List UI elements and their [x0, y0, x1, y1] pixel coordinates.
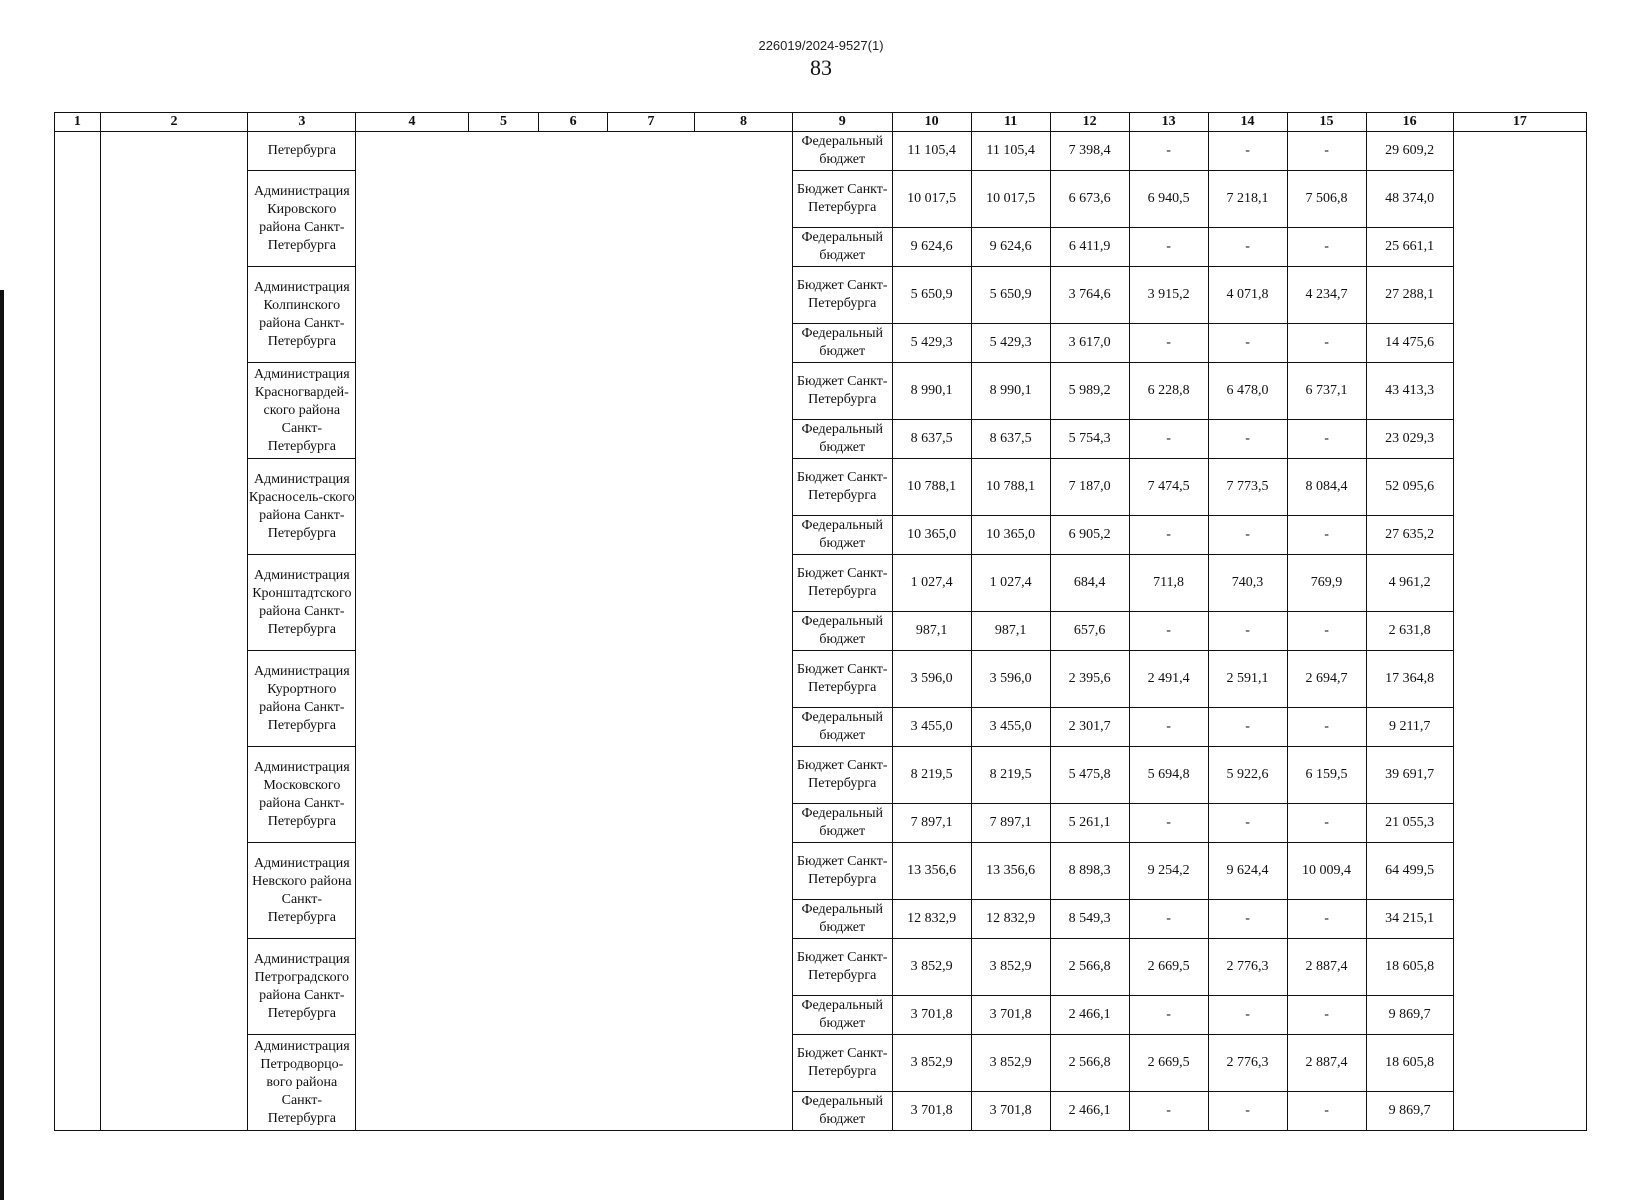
amount-cell: 5 922,6 — [1208, 747, 1287, 804]
amount-cell: 9 624,6 — [971, 228, 1050, 267]
amount-cell: 5 650,9 — [971, 267, 1050, 324]
amount-cell: - — [1208, 900, 1287, 939]
amount-cell: - — [1208, 132, 1287, 171]
amount-cell: 3 852,9 — [971, 939, 1050, 996]
amount-cell: 5 694,8 — [1129, 747, 1208, 804]
amount-cell: 8 990,1 — [971, 363, 1050, 420]
amount-cell: 3 915,2 — [1129, 267, 1208, 324]
amount-cell: 2 566,8 — [1050, 939, 1129, 996]
amount-cell: 2 669,5 — [1129, 939, 1208, 996]
agency-cell: Администрация Курортного района Санкт-Петербурга — [248, 651, 356, 747]
amount-cell: - — [1208, 324, 1287, 363]
amount-cell: 2 669,5 — [1129, 1035, 1208, 1092]
amount-cell: 10 365,0 — [892, 516, 971, 555]
budget-source-cell: Федеральный бюджет — [792, 804, 892, 843]
amount-cell: 2 466,1 — [1050, 1092, 1129, 1131]
amount-cell: 12 832,9 — [971, 900, 1050, 939]
scan-edge — [0, 290, 4, 1200]
amount-cell: 3 701,8 — [971, 996, 1050, 1035]
col-1-cell — [55, 132, 101, 1131]
budget-source-cell: Федеральный бюджет — [792, 708, 892, 747]
amount-cell: - — [1129, 996, 1208, 1035]
amount-cell: 6 940,5 — [1129, 171, 1208, 228]
agency-cell: Администрация Красносель-ского района Санкт-Петербурга — [248, 459, 356, 555]
amount-cell: 2 887,4 — [1287, 1035, 1366, 1092]
budget-source-cell: Федеральный бюджет — [792, 612, 892, 651]
amount-cell: 3 701,8 — [892, 1092, 971, 1131]
amount-cell: 7 187,0 — [1050, 459, 1129, 516]
amount-cell: 3 852,9 — [971, 1035, 1050, 1092]
amount-cell: 8 898,3 — [1050, 843, 1129, 900]
amount-cell: - — [1287, 132, 1366, 171]
amount-cell: 3 455,0 — [971, 708, 1050, 747]
budget-source-cell: Бюджет Санкт-Петербурга — [792, 171, 892, 228]
budget-source-cell: Бюджет Санкт-Петербурга — [792, 267, 892, 324]
amount-cell: - — [1287, 420, 1366, 459]
amount-cell: 2 591,1 — [1208, 651, 1287, 708]
table-body — [55, 132, 1587, 1131]
amount-cell: 3 701,8 — [892, 996, 971, 1035]
amount-cell: - — [1129, 612, 1208, 651]
amount-cell: 4 234,7 — [1287, 267, 1366, 324]
amount-cell: 21 055,3 — [1366, 804, 1453, 843]
amount-cell: 3 596,0 — [971, 651, 1050, 708]
amount-cell: - — [1129, 708, 1208, 747]
amount-cell: - — [1208, 1092, 1287, 1131]
amount-cell: 7 506,8 — [1287, 171, 1366, 228]
amount-cell: 8 990,1 — [892, 363, 971, 420]
agency-cell: Администрация Невского района Санкт-Петербурга — [248, 843, 356, 939]
budget-source-cell: Федеральный бюджет — [792, 1092, 892, 1131]
amount-cell: 11 105,4 — [892, 132, 971, 171]
amount-cell: 1 027,4 — [971, 555, 1050, 612]
amount-cell: 39 691,7 — [1366, 747, 1453, 804]
table-row — [55, 939, 1587, 996]
amount-cell: 6 737,1 — [1287, 363, 1366, 420]
amount-cell: 2 466,1 — [1050, 996, 1129, 1035]
column-number-cell: 2 — [100, 113, 248, 132]
column-number-cell: 14 — [1208, 113, 1287, 132]
amount-cell: 10 365,0 — [971, 516, 1050, 555]
column-number-cell: 3 — [248, 113, 356, 132]
table-row — [55, 132, 1587, 171]
amount-cell: - — [1129, 324, 1208, 363]
amount-cell: 9 624,4 — [1208, 843, 1287, 900]
budget-source-cell: Бюджет Санкт-Петербурга — [792, 747, 892, 804]
amount-cell: - — [1208, 996, 1287, 1035]
table-row — [55, 555, 1587, 612]
amount-cell: - — [1129, 1092, 1208, 1131]
amount-cell: 7 773,5 — [1208, 459, 1287, 516]
amount-cell: 7 218,1 — [1208, 171, 1287, 228]
amount-cell: - — [1129, 900, 1208, 939]
agency-cell: Администрация Петродворцо-вого района Санкт-Петербурга — [248, 1035, 356, 1131]
amount-cell: 769,9 — [1287, 555, 1366, 612]
table-row — [55, 1035, 1587, 1092]
empty-columns-4-8 — [356, 132, 792, 1131]
amount-cell: - — [1208, 228, 1287, 267]
amount-cell: 2 776,3 — [1208, 939, 1287, 996]
amount-cell: 4 071,8 — [1208, 267, 1287, 324]
amount-cell: 52 095,6 — [1366, 459, 1453, 516]
amount-cell: 25 661,1 — [1366, 228, 1453, 267]
amount-cell: - — [1287, 1092, 1366, 1131]
agency-cell: Администрация Московского района Санкт-Петербурга — [248, 747, 356, 843]
amount-cell: - — [1208, 804, 1287, 843]
amount-cell: 8 084,4 — [1287, 459, 1366, 516]
amount-cell: 3 852,9 — [892, 1035, 971, 1092]
page-number: 83 — [810, 55, 832, 80]
column-number-cell: 11 — [971, 113, 1050, 132]
amount-cell: 12 832,9 — [892, 900, 971, 939]
amount-cell: 8 637,5 — [971, 420, 1050, 459]
column-number-cell: 13 — [1129, 113, 1208, 132]
amount-cell: 3 617,0 — [1050, 324, 1129, 363]
budget-source-cell: Федеральный бюджет — [792, 900, 892, 939]
amount-cell: 5 475,8 — [1050, 747, 1129, 804]
amount-cell: - — [1287, 228, 1366, 267]
budget-source-cell: Бюджет Санкт-Петербурга — [792, 843, 892, 900]
amount-cell: 9 211,7 — [1366, 708, 1453, 747]
amount-cell: 2 887,4 — [1287, 939, 1366, 996]
table-row — [55, 363, 1587, 420]
amount-cell: 9 254,2 — [1129, 843, 1208, 900]
amount-cell: - — [1287, 612, 1366, 651]
budget-source-cell: Федеральный бюджет — [792, 228, 892, 267]
amount-cell: 987,1 — [892, 612, 971, 651]
amount-cell: 2 301,7 — [1050, 708, 1129, 747]
amount-cell: 684,4 — [1050, 555, 1129, 612]
amount-cell: - — [1129, 132, 1208, 171]
amount-cell: 5 989,2 — [1050, 363, 1129, 420]
amount-cell: - — [1129, 516, 1208, 555]
amount-cell: 9 869,7 — [1366, 1092, 1453, 1131]
agency-cell: Администрация Колпинского района Санкт-Петербурга — [248, 267, 356, 363]
budget-source-cell: Федеральный бюджет — [792, 132, 892, 171]
budget-source-cell: Бюджет Санкт-Петербурга — [792, 555, 892, 612]
amount-cell: 2 631,8 — [1366, 612, 1453, 651]
column-number-cell: 10 — [892, 113, 971, 132]
amount-cell: 2 776,3 — [1208, 1035, 1287, 1092]
agency-cell: Администрация Петроградского района Санкт-Петербурга — [248, 939, 356, 1035]
column-number-cell: 4 — [356, 113, 468, 132]
amount-cell: 10 788,1 — [892, 459, 971, 516]
amount-cell: 3 701,8 — [971, 1092, 1050, 1131]
amount-cell: 7 897,1 — [892, 804, 971, 843]
amount-cell: - — [1208, 420, 1287, 459]
table-row — [55, 843, 1587, 900]
budget-source-cell: Бюджет Санкт-Петербурга — [792, 363, 892, 420]
amount-cell: - — [1129, 420, 1208, 459]
budget-table — [54, 112, 1587, 1131]
amount-cell: 3 596,0 — [892, 651, 971, 708]
amount-cell: 13 356,6 — [971, 843, 1050, 900]
amount-cell: 9 624,6 — [892, 228, 971, 267]
amount-cell: 6 905,2 — [1050, 516, 1129, 555]
col-17-cell — [1453, 132, 1586, 1131]
column-number-cell: 7 — [607, 113, 694, 132]
budget-source-cell: Федеральный бюджет — [792, 516, 892, 555]
amount-cell: 6 478,0 — [1208, 363, 1287, 420]
amount-cell: 2 694,7 — [1287, 651, 1366, 708]
agency-cell: Администрация Красногвардей-ского района Санкт-Петербурга — [248, 363, 356, 459]
amount-cell: 3 455,0 — [892, 708, 971, 747]
column-number-cell: 16 — [1366, 113, 1453, 132]
amount-cell: 13 356,6 — [892, 843, 971, 900]
amount-cell: 23 029,3 — [1366, 420, 1453, 459]
agency-cell: Петербурга — [248, 132, 356, 171]
amount-cell: 8 637,5 — [892, 420, 971, 459]
amount-cell: 6 159,5 — [1287, 747, 1366, 804]
column-number-cell: 15 — [1287, 113, 1366, 132]
amount-cell: 3 764,6 — [1050, 267, 1129, 324]
amount-cell: 1 027,4 — [892, 555, 971, 612]
amount-cell: 5 261,1 — [1050, 804, 1129, 843]
amount-cell: 3 852,9 — [892, 939, 971, 996]
agency-cell: Администрация Кронштадтского района Санкт-Петербурга — [248, 555, 356, 651]
amount-cell: 27 288,1 — [1366, 267, 1453, 324]
table-row — [55, 171, 1587, 228]
amount-cell: - — [1287, 324, 1366, 363]
amount-cell: 64 499,5 — [1366, 843, 1453, 900]
column-number-cell: 8 — [695, 113, 793, 132]
amount-cell: 10 017,5 — [892, 171, 971, 228]
amount-cell: - — [1208, 516, 1287, 555]
document-number: 226019/2024-9527(1) — [758, 38, 884, 53]
budget-source-cell: Федеральный бюджет — [792, 996, 892, 1035]
amount-cell: 9 869,7 — [1366, 996, 1453, 1035]
column-number-cell: 5 — [468, 113, 539, 132]
amount-cell: 10 788,1 — [971, 459, 1050, 516]
amount-cell: 740,3 — [1208, 555, 1287, 612]
amount-cell: 17 364,8 — [1366, 651, 1453, 708]
amount-cell: 29 609,2 — [1366, 132, 1453, 171]
column-number-cell: 12 — [1050, 113, 1129, 132]
amount-cell: 657,6 — [1050, 612, 1129, 651]
amount-cell: 7 897,1 — [971, 804, 1050, 843]
amount-cell: - — [1287, 900, 1366, 939]
amount-cell: - — [1208, 612, 1287, 651]
budget-source-cell: Бюджет Санкт-Петербурга — [792, 651, 892, 708]
amount-cell: 10 017,5 — [971, 171, 1050, 228]
amount-cell: 5 754,3 — [1050, 420, 1129, 459]
amount-cell: 711,8 — [1129, 555, 1208, 612]
amount-cell: - — [1287, 804, 1366, 843]
amount-cell: 5 429,3 — [892, 324, 971, 363]
amount-cell: 10 009,4 — [1287, 843, 1366, 900]
column-number-cell: 6 — [539, 113, 608, 132]
table-row — [55, 747, 1587, 804]
amount-cell: 27 635,2 — [1366, 516, 1453, 555]
amount-cell: 18 605,8 — [1366, 939, 1453, 996]
amount-cell: 5 429,3 — [971, 324, 1050, 363]
table-row — [55, 651, 1587, 708]
amount-cell: 2 566,8 — [1050, 1035, 1129, 1092]
amount-cell: 48 374,0 — [1366, 171, 1453, 228]
amount-cell: 5 650,9 — [892, 267, 971, 324]
amount-cell: 8 219,5 — [971, 747, 1050, 804]
amount-cell: 34 215,1 — [1366, 900, 1453, 939]
budget-source-cell: Бюджет Санкт-Петербурга — [792, 459, 892, 516]
amount-cell: 987,1 — [971, 612, 1050, 651]
budget-source-cell: Бюджет Санкт-Петербурга — [792, 939, 892, 996]
amount-cell: 14 475,6 — [1366, 324, 1453, 363]
column-number-cell: 1 — [55, 113, 101, 132]
amount-cell: 7 398,4 — [1050, 132, 1129, 171]
amount-cell: 6 411,9 — [1050, 228, 1129, 267]
amount-cell: 8 219,5 — [892, 747, 971, 804]
amount-cell: - — [1129, 228, 1208, 267]
table-row — [55, 459, 1587, 516]
amount-cell: 43 413,3 — [1366, 363, 1453, 420]
amount-cell: 6 228,8 — [1129, 363, 1208, 420]
amount-cell: - — [1287, 516, 1366, 555]
column-number-cell: 9 — [792, 113, 892, 132]
amount-cell: 2 395,6 — [1050, 651, 1129, 708]
amount-cell: - — [1287, 996, 1366, 1035]
agency-cell: Администрация Кировского района Санкт-Петербурга — [248, 171, 356, 267]
budget-source-cell: Федеральный бюджет — [792, 324, 892, 363]
amount-cell: - — [1129, 804, 1208, 843]
table-row — [55, 267, 1587, 324]
amount-cell: 7 474,5 — [1129, 459, 1208, 516]
amount-cell: 11 105,4 — [971, 132, 1050, 171]
amount-cell: 18 605,8 — [1366, 1035, 1453, 1092]
amount-cell: - — [1287, 708, 1366, 747]
amount-cell: 8 549,3 — [1050, 900, 1129, 939]
amount-cell: 4 961,2 — [1366, 555, 1453, 612]
column-number-cell: 17 — [1453, 113, 1586, 132]
col-2-cell — [100, 132, 248, 1131]
budget-source-cell: Федеральный бюджет — [792, 420, 892, 459]
budget-source-cell: Бюджет Санкт-Петербурга — [792, 1035, 892, 1092]
amount-cell: 2 491,4 — [1129, 651, 1208, 708]
column-number-row — [55, 113, 1587, 132]
amount-cell: 6 673,6 — [1050, 171, 1129, 228]
amount-cell: - — [1208, 708, 1287, 747]
